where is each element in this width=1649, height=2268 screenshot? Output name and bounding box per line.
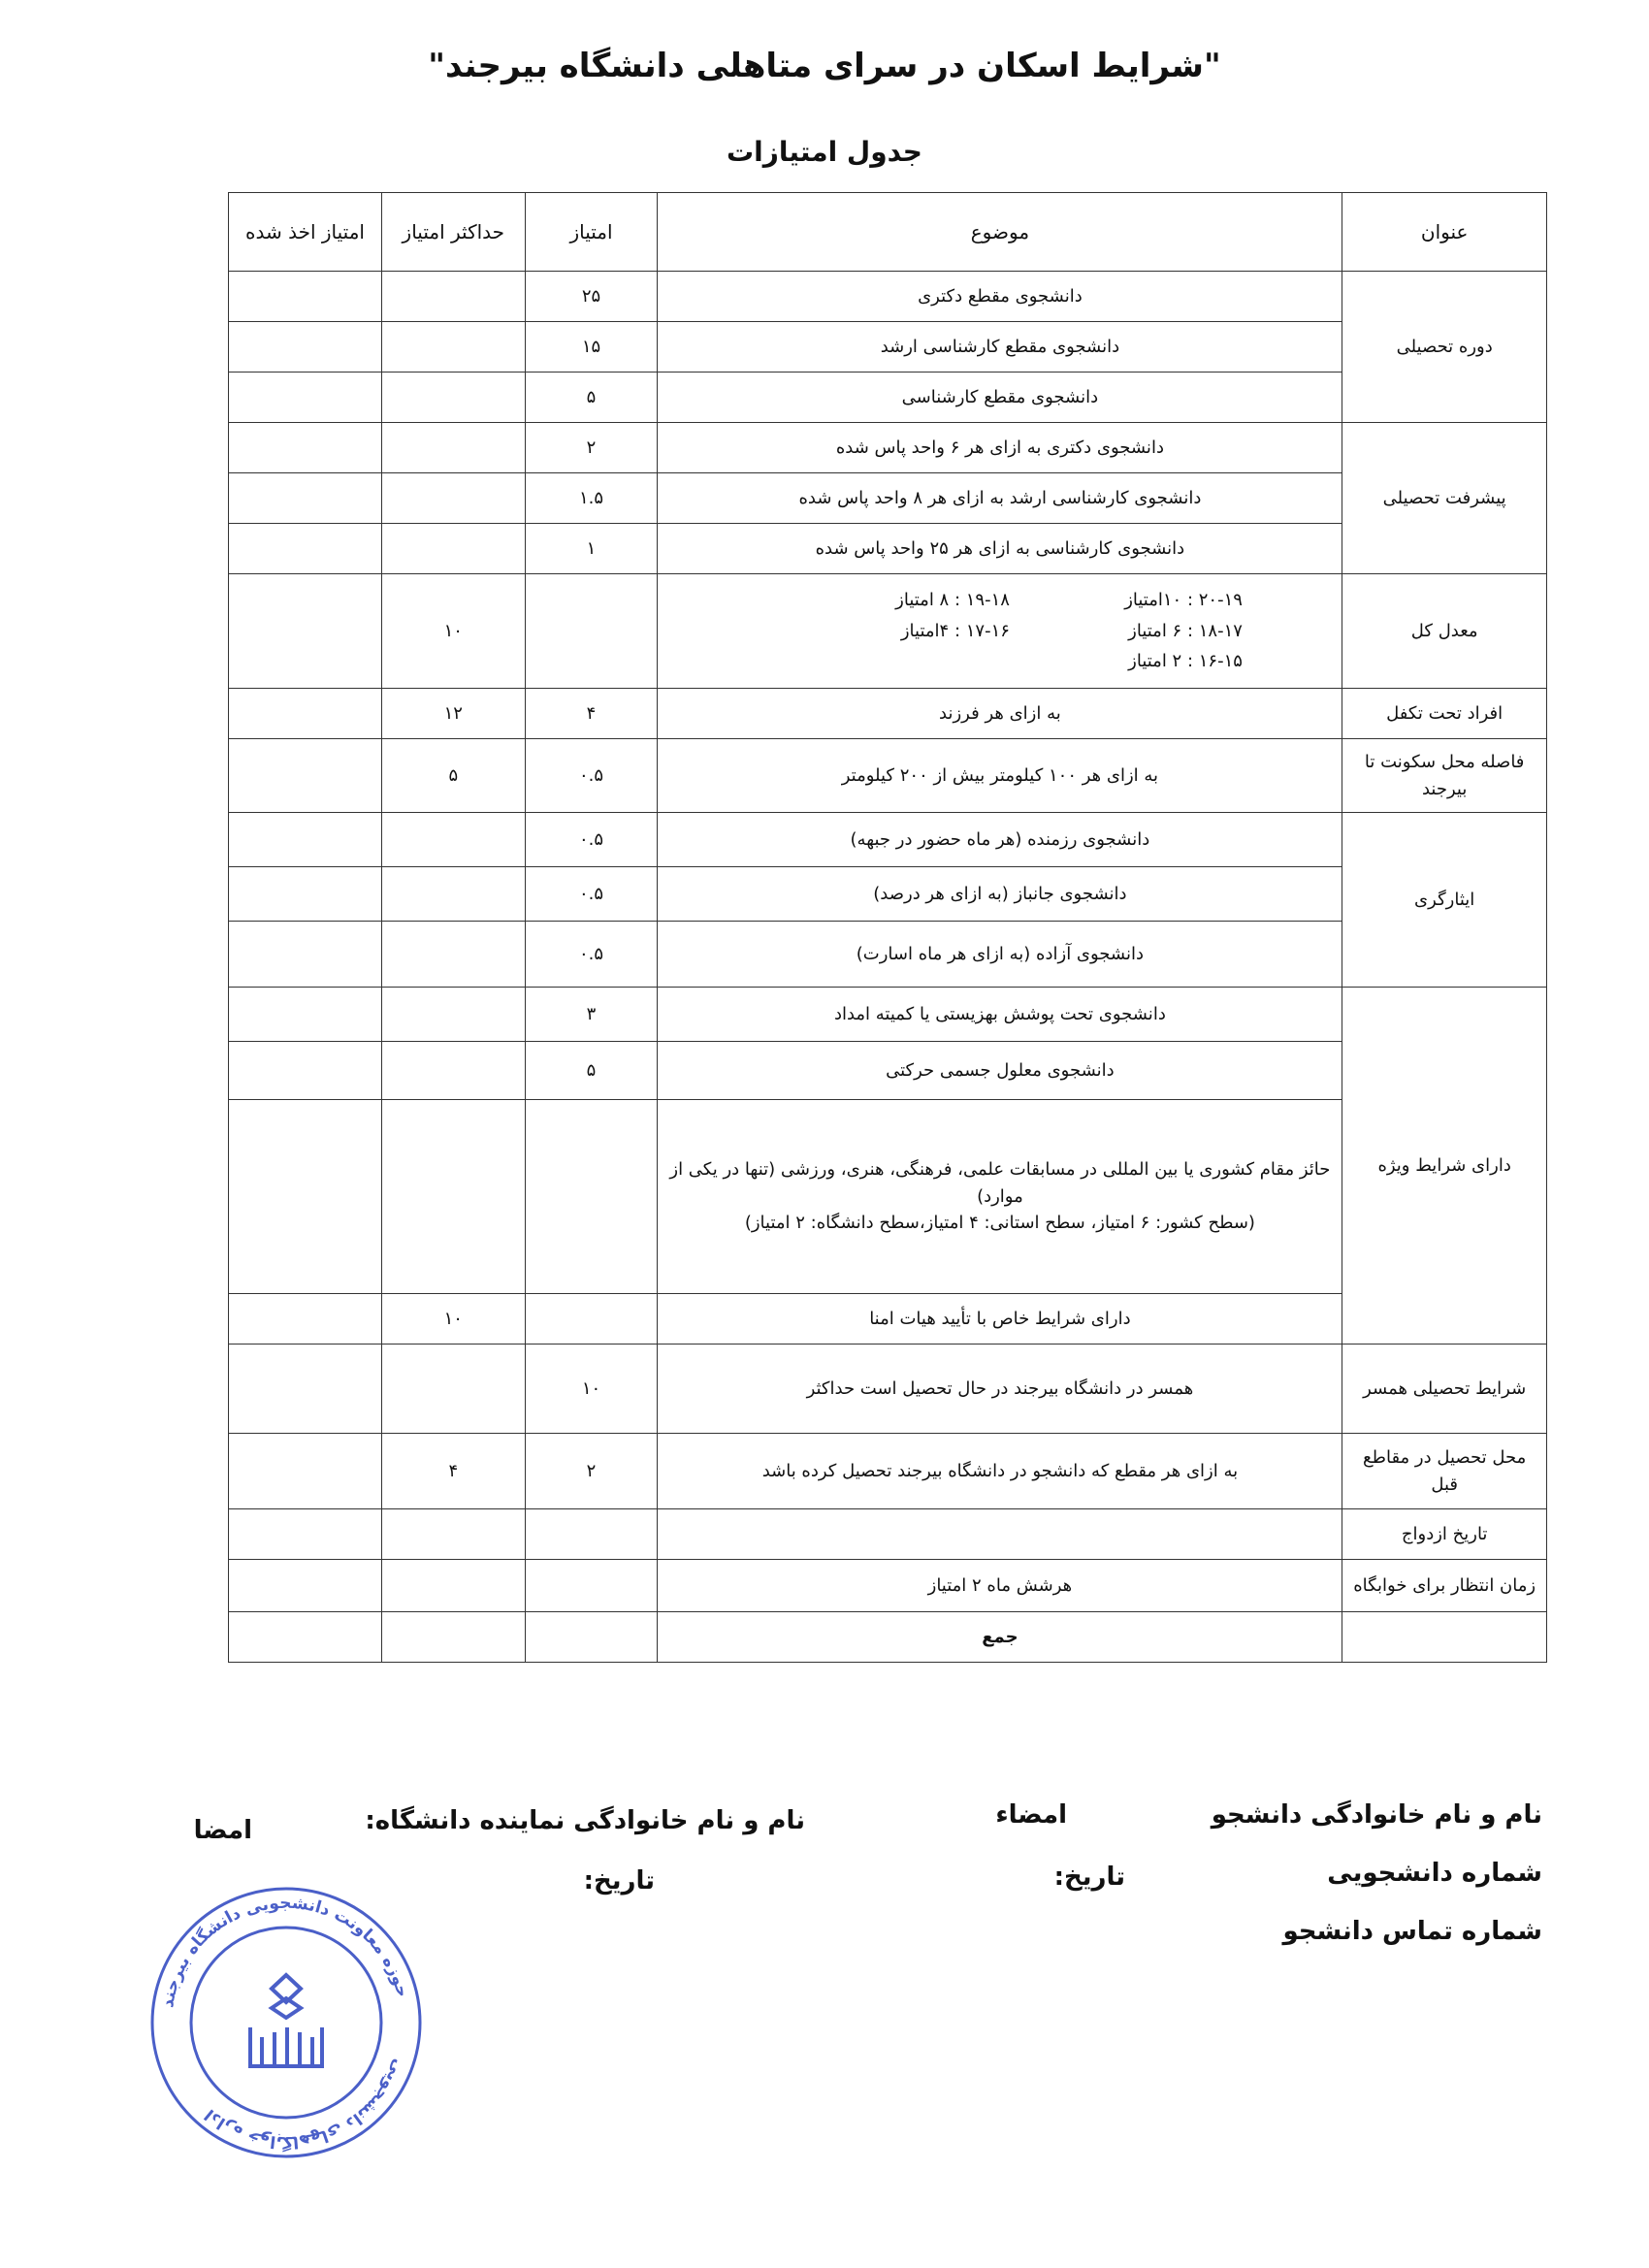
stamp-outer-text: حوزه معاونت دانشجویی دانشگاه بیرجند [158,1893,412,2010]
row-score [525,1100,658,1294]
row-max: ۵ [382,739,525,813]
row-earned-field[interactable] [229,473,382,524]
row-max [382,373,525,423]
row-topic: هرشش ماه ۲ امتیاز [658,1560,1342,1612]
row-topic: دانشجوی تحت پوشش بهزیستی یا کمیته امداد [658,988,1342,1042]
header-title: عنوان [1342,193,1547,272]
row-topic: همسر در دانشگاه بیرجند در حال تحصیل است حداکثر [658,1345,1342,1434]
row-topic: به ازای هر مقطع که دانشجو در دانشگاه بیرجند تحصیل کرده باشد [658,1434,1342,1509]
table-row [229,813,1547,867]
row-score: ۴ [525,689,658,739]
row-max [382,1345,525,1434]
row-earned-field[interactable] [229,322,382,373]
stamp-inner-text: اداره خوابگاههای دانشجویی [201,2056,409,2153]
row-topic: دانشجوی مقطع کارشناسی [658,373,1342,423]
gpa-bracket: ۱۸-۱۷ : ۶ امتیاز [1128,620,1243,641]
row-max: ۱۰ [382,1294,525,1345]
row-topic: دانشجوی آزاده (به ازای هر ماه اسارت) [658,922,1342,988]
student-id-label: شماره دانشجویی [1327,1859,1542,1888]
page-title: "شرایط اسکان در سرای متاهلی دانشگاه بیرجند" [428,47,1221,85]
row-max [382,1042,525,1100]
row-earned-field[interactable] [229,739,382,813]
row-max [382,423,525,473]
row-topic: دانشجوی دکتری به ازای هر ۶ واحد پاس شده [658,423,1342,473]
row-max [382,813,525,867]
header-earned: امتیاز اخذ شده [229,193,382,272]
table-row [229,1434,1547,1509]
gpa-brackets [658,574,1342,689]
rep-name-label: نام و نام خانوادگی نماینده دانشگاه: [365,1806,805,1835]
row-title: ایثارگری [1342,813,1547,988]
row-earned-field[interactable] [229,867,382,922]
row-earned-field[interactable] [229,1560,382,1612]
row-earned-field[interactable] [229,574,382,689]
table-row [229,1560,1547,1612]
row-max [382,272,525,322]
rep-sign-label: امضا [193,1816,252,1845]
table-row [229,1509,1547,1560]
row-title: دوره تحصیلی [1342,272,1547,423]
row-max: ۱۲ [382,689,525,739]
row-topic: دانشجوی کارشناسی ارشد به ازای هر ۸ واحد پاس شده [658,473,1342,524]
table-header-row [229,193,1547,272]
row-earned-field[interactable] [229,1434,382,1509]
row-earned-field[interactable] [229,922,382,988]
row-max [382,473,525,524]
row-score [525,1509,658,1560]
gpa-bracket: ۱۶-۱۵ : ۲ امتیاز [1128,651,1243,672]
row-score: ۵ [525,1042,658,1100]
row-title: زمان انتظار برای خوابگاه [1342,1560,1547,1612]
row-title: فاصله محل سکونت تا بیرجند [1342,739,1547,813]
row-earned-field[interactable] [229,813,382,867]
row-score: ۳ [525,988,658,1042]
gpa-bracket: ۱۹-۱۸ : ۸ امتیاز [895,589,1010,610]
row-topic: دانشجوی کارشناسی به ازای هر ۲۵ واحد پاس شده [658,524,1342,574]
row-topic-line: حائز مقام کشوری یا بین المللی در مسابقات علمی، فرهنگی، هنری، ورزشی (تنها در یکی از موارد) [669,1158,1331,1207]
row-title: محل تحصیل در مقاطع قبل [1342,1434,1547,1509]
gpa-bracket: ۲۰-۱۹ : ۱۰امتیاز [1124,589,1243,610]
row-max [382,867,525,922]
row-max: ۴ [382,1434,525,1509]
student-name-label: نام و نام خانوادگی دانشجو [1211,1800,1542,1830]
row-max [382,988,525,1042]
row-score [525,1612,658,1663]
row-score [525,1294,658,1345]
row-earned-field[interactable] [229,1294,382,1345]
row-total-field[interactable] [229,1612,382,1663]
header-topic: موضوع [658,193,1342,272]
row-score: ۲ [525,423,658,473]
row-topic: به ازای هر فرزند [658,689,1342,739]
row-max [382,1509,525,1560]
row-score: ۱۵ [525,322,658,373]
row-max [382,1560,525,1612]
row-topic: دانشجوی مقطع دکتری [658,272,1342,322]
table-row [229,574,1547,689]
row-total-label: جمع [658,1612,1342,1663]
row-score: ۲۵ [525,272,658,322]
row-earned-field[interactable] [229,524,382,574]
row-max [382,922,525,988]
table-row [229,689,1547,739]
university-stamp-icon [146,1882,427,2163]
table-row [229,423,1547,473]
row-topic [658,1100,1342,1294]
row-topic: دارای شرایط خاص با تأیید هیات امنا [658,1294,1342,1345]
student-phone-label: شماره تماس دانشجو [1282,1917,1542,1946]
row-topic: دانشجوی معلول جسمی حرکتی [658,1042,1342,1100]
header-score: امتیاز [525,193,658,272]
table-title: جدول امتیازات [727,136,922,168]
row-score: ۲ [525,1434,658,1509]
table-row [229,739,1547,813]
row-title: پیشرفت تحصیلی [1342,423,1547,574]
row-earned-field[interactable] [229,1345,382,1434]
row-score: ۵ [525,373,658,423]
table-total-row [229,1612,1547,1663]
score-table [228,192,1547,1663]
row-title [1342,1612,1547,1663]
row-topic: به ازای هر ۱۰۰ کیلومتر بیش از ۲۰۰ کیلومتر [658,739,1342,813]
row-max: ۱۰ [382,574,525,689]
row-topic: دانشجوی جانباز (به ازای هر درصد) [658,867,1342,922]
gpa-bracket: ۱۷-۱۶ : ۴امتیاز [900,620,1010,641]
stamp-emblem-icon [250,1975,322,2066]
row-earned-field[interactable] [229,272,382,322]
table-row [229,1345,1547,1434]
row-max [382,1612,525,1663]
row-score [525,574,658,689]
student-date-label: تاریخ: [1053,1863,1125,1892]
row-topic: دانشجوی رزمنده (هر ماه حضور در جبهه) [658,813,1342,867]
row-score: ۰.۵ [525,813,658,867]
header-max: حداکثر امتیاز [382,193,525,272]
row-score: ۱.۵ [525,473,658,524]
row-earned-field[interactable] [229,373,382,423]
row-max [382,322,525,373]
row-title: تاریخ ازدواج [1342,1509,1547,1560]
row-topic-line: (سطح کشور: ۶ امتیاز، سطح استانی: ۴ امتیاز،سطح دانشگاه: ۲ امتیاز) [744,1213,1255,1234]
row-max [382,524,525,574]
row-score: ۰.۵ [525,922,658,988]
row-earned-field[interactable] [229,988,382,1042]
row-score [525,1560,658,1612]
row-score: ۱۰ [525,1345,658,1434]
row-earned-field[interactable] [229,1100,382,1294]
table-row [229,272,1547,322]
row-earned-field[interactable] [229,689,382,739]
row-score: ۰.۵ [525,867,658,922]
row-score: ۰.۵ [525,739,658,813]
row-earned-field[interactable] [229,1509,382,1560]
row-topic [658,1509,1342,1560]
row-title: افراد تحت تکفل [1342,689,1547,739]
row-topic: دانشجوی مقطع کارشناسی ارشد [658,322,1342,373]
svg-text:اداره خوابگاههای دانشجویی [201,2057,408,2153]
row-title: شرایط تحصیلی همسر [1342,1345,1547,1434]
table-row [229,988,1547,1042]
rep-date-label: تاریخ: [583,1866,655,1895]
row-max [382,1100,525,1294]
row-earned-field[interactable] [229,1042,382,1100]
row-title: معدل کل [1342,574,1547,689]
row-score: ۱ [525,524,658,574]
row-earned-field[interactable] [229,423,382,473]
row-title: دارای شرایط ویژه [1342,988,1547,1345]
student-sign-label: امضاء [995,1800,1067,1830]
